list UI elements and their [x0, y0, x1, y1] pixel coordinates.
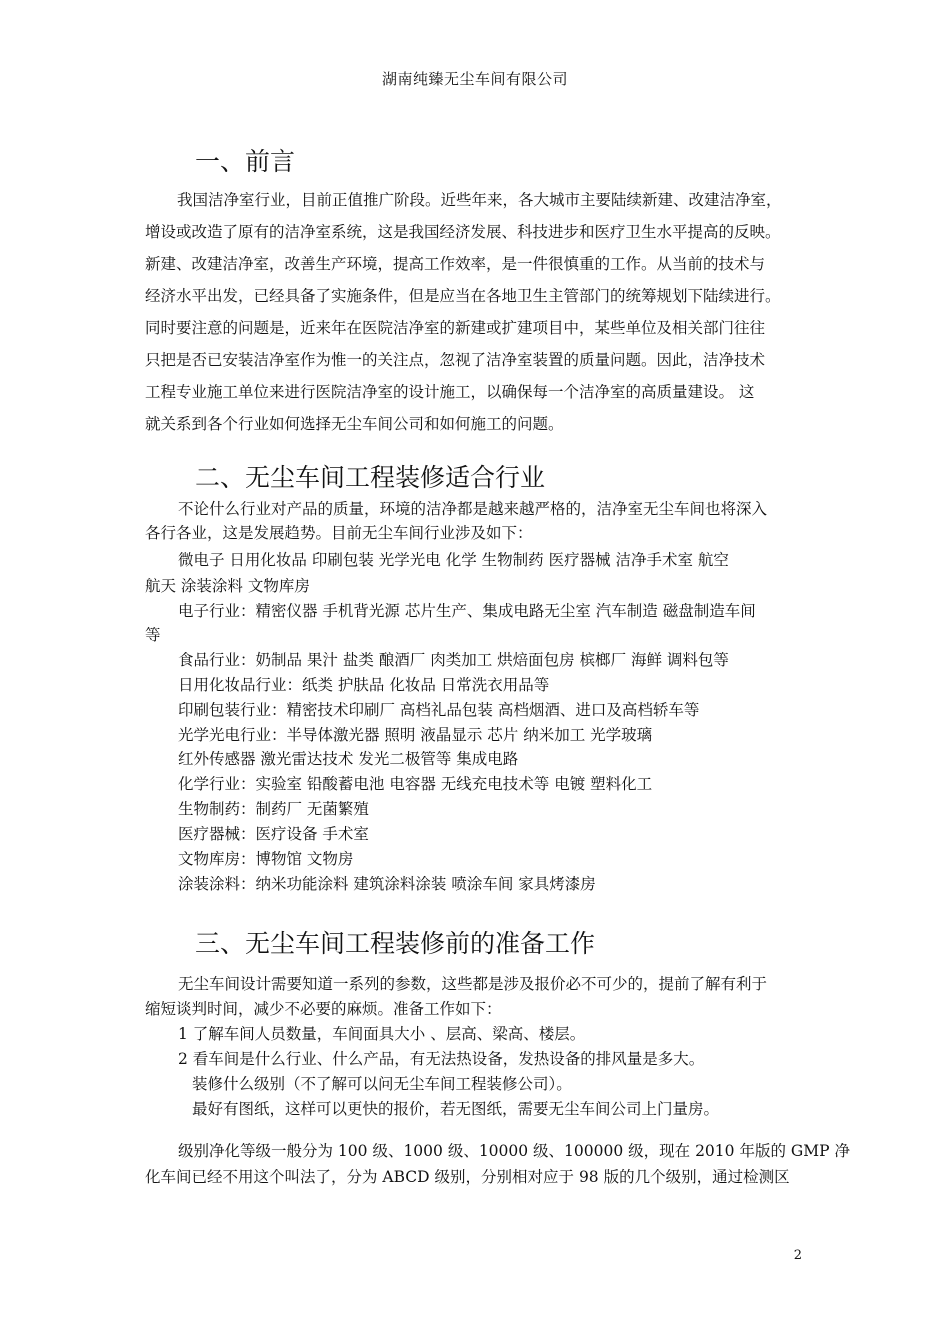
preface-line: 新建、改建洁净室，改善生产环境，提高工作效率，是一件很慎重的工作。从当前的技术与 [145, 255, 766, 273]
industries-intro-line: 不论什么行业对产品的质量，环境的洁净都是越来越严格的，洁净室无尘车间也将深入 [178, 500, 768, 518]
preface-line: 就关系到各个行业如何选择无尘车间公司和如何施工的问题。 [145, 415, 564, 433]
preface-line: 同时要注意的问题是，近来年在医院洁净室的新建或扩建项目中，某些单位及相关部门往往 [145, 319, 766, 337]
preparation-step: 装修什么级别（不了解可以问无尘车间工程装修公司）。 [192, 1075, 572, 1093]
preparation-step: 最好有图纸，这样可以更快的报价，若无图纸，需要无尘车间公司上门量房。 [192, 1100, 720, 1118]
industry-cosmetics: 日用化妆品行业：纸类 护肤品 化妆品 日常洗衣用品等 [178, 676, 550, 694]
preparation-step: 1 了解车间人员数量，车间面具大小 、层高、梁高、楼层。 [178, 1025, 586, 1043]
preface-line: 工程专业施工单位来进行医院洁净室的设计施工，以确保每一个洁净室的高质量建设。 这 [145, 383, 755, 401]
industry-printing: 印刷包装行业：精密技术印刷厂 高档礼品包装 高档烟酒、进口及高档轿车等 [178, 701, 700, 719]
industry-optics: 光学光电行业：半导体激光器 照明 液晶显示 芯片 纳米加工 光学玻璃 [178, 726, 653, 744]
page-number: 2 [793, 1248, 802, 1263]
section-title-industries: 二、无尘车间工程装修适合行业 [195, 463, 546, 492]
section-title-preparation: 三、无尘车间工程装修前的准备工作 [195, 929, 596, 958]
grade-paragraph-line: 级别净化等级一般分为 100 级、1000 级、10000 级、100000 级，现在 2010 年版的 GMP 净 [178, 1142, 850, 1160]
industry-electronics: 电子行业：精密仪器 手机背光源 芯片生产、集成电路无尘室 汽车制造 磁盘制造车间 [178, 602, 756, 620]
preface-line: 只把是否已安装洁净室作为惟一的关注点，忽视了洁净室装置的质量问题。因此，洁净技术 [145, 351, 766, 369]
industry-biopharma: 生物制药：制药厂 无菌繁殖 [178, 800, 369, 818]
industries-intro-line: 各行各业，这是发展趋势。目前无尘车间行业涉及如下： [145, 524, 533, 542]
industry-chemistry: 化学行业：实验室 铅酸蓄电池 电容器 无线充电技术等 电镀 塑料化工 [178, 775, 653, 793]
preface-line: 我国洁净室行业，目前正值推广阶段。近些年来，各大城市主要陆续新建、改建洁净室， [177, 191, 782, 209]
industry-archive: 文物库房：博物馆 文物房 [178, 850, 354, 868]
preparation-intro-line: 缩短谈判时间，减少不必要的麻烦。准备工作如下： [145, 1000, 502, 1018]
page-header: 湖南纯臻无尘车间有限公司 [381, 70, 568, 88]
preparation-intro-line: 无尘车间设计需要知道一系列的参数，这些都是涉及报价必不可少的，提前了解有利于 [178, 975, 768, 993]
section-title-preface: 一、前言 [195, 147, 296, 176]
industries-list-line: 微电子 日用化妆品 印刷包装 光学光电 化学 生物制药 医疗器械 洁净手术室 航空 [178, 551, 729, 569]
grade-paragraph-line: 化车间已经不用这个叫法了，分为 ABCD 级别，分别相对应于 98 版的几个级别，通过检测区 [145, 1168, 790, 1186]
industries-list-line: 航天 涂装涂料 文物库房 [145, 577, 310, 595]
preface-line: 经济水平出发，已经具备了实施条件，但是应当在各地卫生主管部门的统筹规划下陆续进行。 [145, 287, 781, 305]
industry-electronics-cont: 等 [145, 626, 161, 644]
industry-food: 食品行业：奶制品 果汁 盐类 酿酒厂 肉类加工 烘焙面包房 槟榔厂 海鲜 调料包等 [178, 651, 729, 669]
industry-medical: 医疗器械：医疗设备 手术室 [178, 825, 369, 843]
industry-optics-cont: 红外传感器 激光雷达技术 发光二极管等 集成电路 [178, 750, 519, 768]
preparation-step: 2 看车间是什么行业、什么产品，有无法热设备，发热设备的排风量是多大。 [178, 1050, 705, 1068]
preface-line: 增设或改造了原有的洁净室系统，这是我国经济发展、科技进步和医疗卫生水平提高的反映。 [145, 223, 781, 241]
industry-coating: 涂装涂料：纳米功能涂料 建筑涂料涂装 喷涂车间 家具烤漆房 [178, 875, 596, 893]
preface-paragraph [145, 184, 805, 440]
